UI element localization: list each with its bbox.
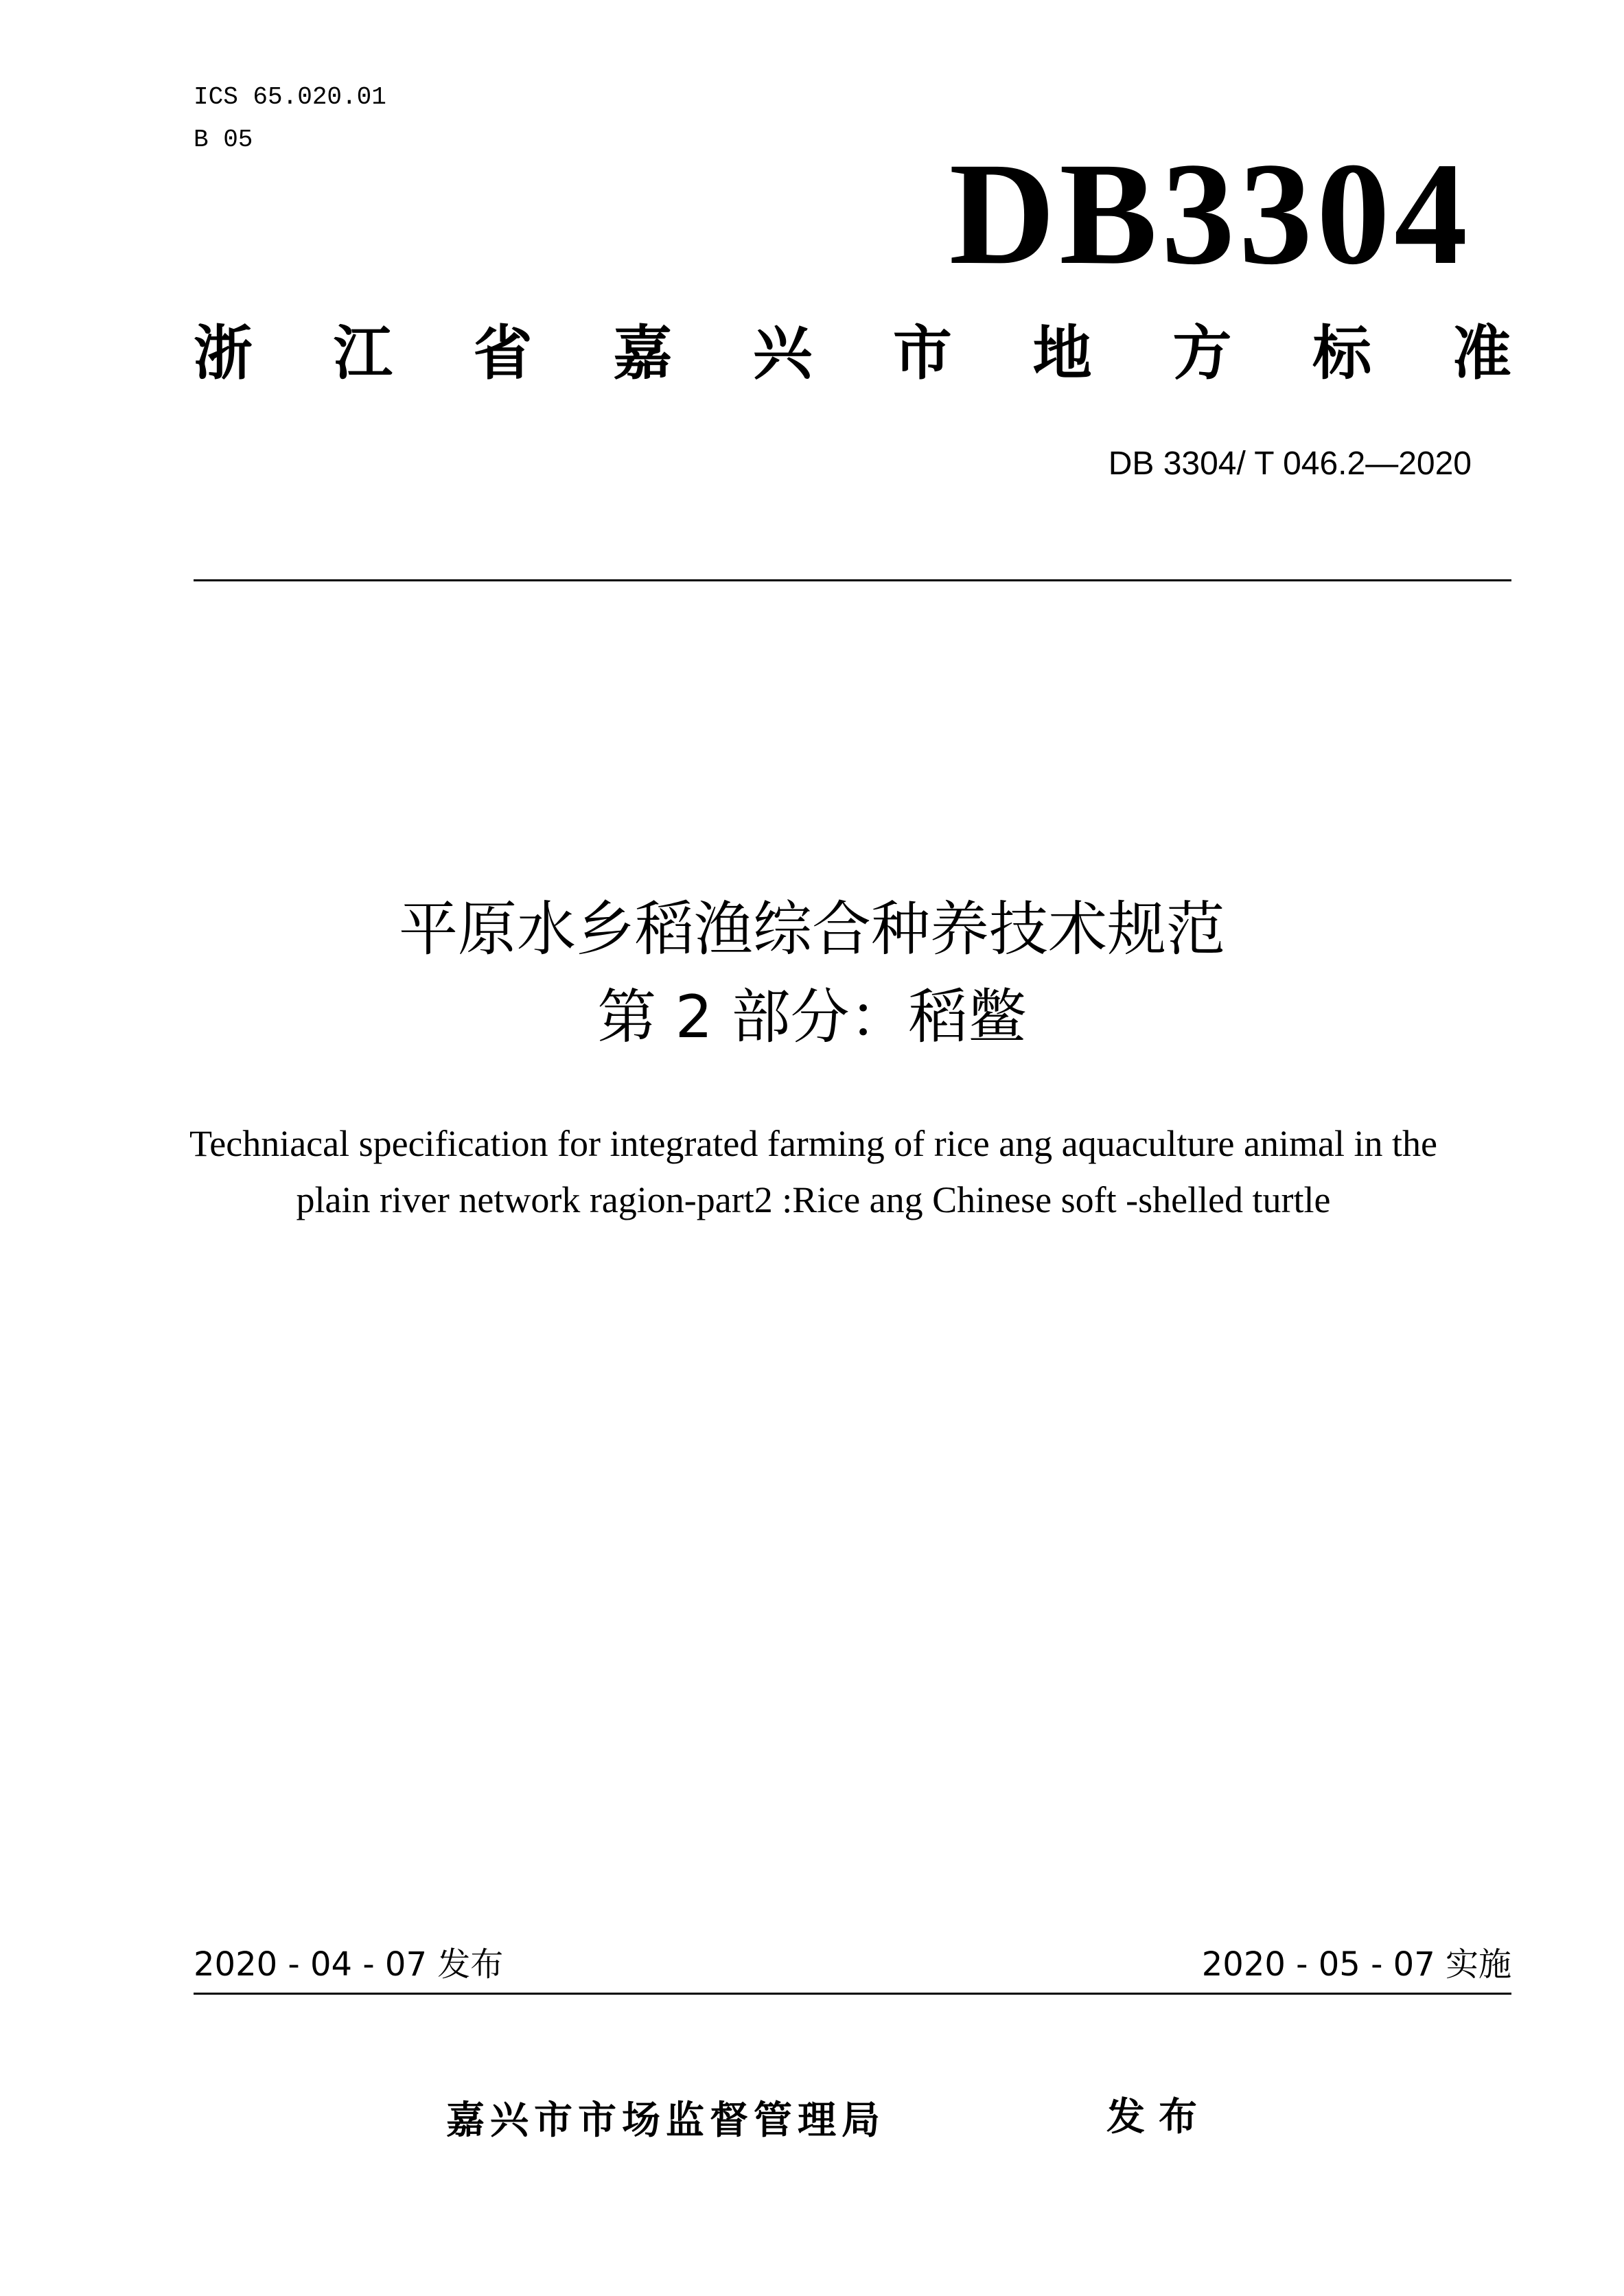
standard-category-char: 方 <box>1172 319 1232 388</box>
title-chinese-line-1: 平原水乡稻渔综合种养技术规范 <box>399 895 1225 964</box>
standard-category-char: 浙 <box>194 319 253 388</box>
title-chinese-line-2: 第 2 部分：稻鳖 <box>597 983 1027 1052</box>
title-english <box>103 1115 1524 1228</box>
standard-logo: DB3304 <box>949 132 1472 295</box>
title-english-line-1: Techniacal specification for integrated farming of rice ang aquaculture animal in the <box>189 1123 1437 1164</box>
standard-category-char: 市 <box>892 319 952 388</box>
standard-category-char: 兴 <box>753 319 813 388</box>
standard-category-char: 嘉 <box>613 319 673 388</box>
standard-category-char: 地 <box>1032 319 1092 388</box>
title-chinese <box>0 885 1624 1061</box>
issuing-authority: 嘉兴市市场监督管理局 <box>446 2098 885 2143</box>
standard-number: DB 3304/ T 046.2—2020 <box>1108 445 1472 482</box>
implementation-date: 2020 - 05 - 07 实施 <box>1201 1945 1511 1984</box>
issue-action: 发布 <box>1106 2095 1211 2140</box>
ics-code: ICS 65.020.01 <box>194 83 386 111</box>
standard-category-char: 标 <box>1312 319 1372 388</box>
footer-divider <box>194 1993 1511 1995</box>
title-english-line-2: plain river network ragion-part2 :Rice ang Chinese soft -shelled turtle <box>296 1179 1331 1220</box>
classification-code: B 05 <box>194 126 253 154</box>
header-divider <box>194 579 1511 581</box>
standard-category-char: 江 <box>333 319 393 388</box>
standard-category-char: 准 <box>1452 319 1511 388</box>
standard-category-char: 省 <box>473 319 533 388</box>
publish-date: 2020 - 04 - 07 发布 <box>194 1945 504 1984</box>
standard-category <box>194 319 1511 388</box>
